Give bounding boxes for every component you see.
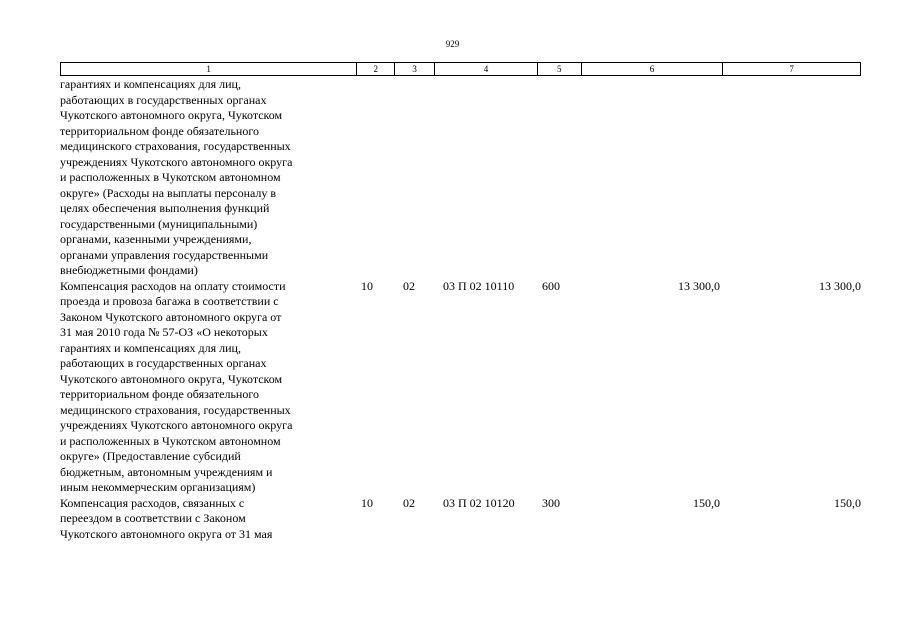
column-header-3: 3 — [395, 63, 435, 75]
column-header-7: 7 — [789, 64, 794, 74]
row-expense-type: 300 — [542, 495, 560, 510]
table-row — [60, 279, 861, 496]
page-number: 929 — [445, 39, 460, 49]
column-header-1: 1 — [61, 63, 357, 75]
row-amount-1: 13 300,0 — [678, 278, 720, 293]
row-amount-1: 150,0 — [693, 495, 720, 510]
row-target-article: 03 П 02 10110 — [443, 278, 515, 293]
row-amount-2 — [724, 77, 861, 279]
row-subsection: 02 — [403, 278, 415, 293]
row-expense-type — [538, 77, 582, 279]
row-expense-type: 600 — [542, 278, 560, 293]
row-section — [357, 77, 395, 279]
table-row — [60, 77, 861, 279]
row-section: 10 — [361, 278, 373, 293]
row-subsection: 02 — [403, 495, 415, 510]
row-target-article — [435, 77, 538, 279]
column-header-6: 6 — [582, 63, 724, 75]
row-subsection — [395, 77, 435, 279]
row-target-article: 03 П 02 10120 — [443, 495, 515, 510]
table-body — [60, 77, 861, 542]
table-header — [60, 62, 861, 76]
column-header-5: 5 — [538, 63, 582, 75]
row-amount-2: 13 300,0 — [819, 278, 861, 293]
table-row — [60, 496, 861, 543]
column-header-2: 2 — [357, 63, 395, 75]
row-amount-1 — [582, 77, 724, 279]
column-header-4: 4 — [435, 63, 538, 75]
row-description: Компенсация расходов, связанных с переездом в соответствии с Законом Чукотского автономного округа от 31 мая — [60, 495, 273, 541]
row-amount-2: 150,0 — [834, 495, 861, 510]
row-description: Компенсация расходов на оплату стоимости проезда и провоза багажа в соответствии с Законом Чукотского автономного округа от 31 мая 2010 года № 57-ОЗ «О некоторых гарантиях и компенсациях для лиц, работающих в государственных органах Чукотского автономного округа, Чукотском территориальном фонде обязательного медицинского страхования, государственных учреждениях Чукотского автономного округа и расположенных в Чукотском автономном округе» (Предоставление субсидий бюджетным, автономным учреждениям и иным некоммерческим организациям) — [60, 278, 293, 494]
row-description: гарантиях и компенсациях для лиц, работающих в государственных органах Чукотского автономного округа, Чукотском территориальном фонде обязательного медицинского страхования, государственных учреждениях Чукотского автономного округа и расположенных в Чукотском автономном округе» (Расходы на выплаты персоналу в целях обеспечения выполнения функций государственными (муниципальными) органами, казенными учреждениями, органами управления государственными внебюджетными фондами) — [60, 77, 293, 277]
row-section: 10 — [361, 495, 373, 510]
